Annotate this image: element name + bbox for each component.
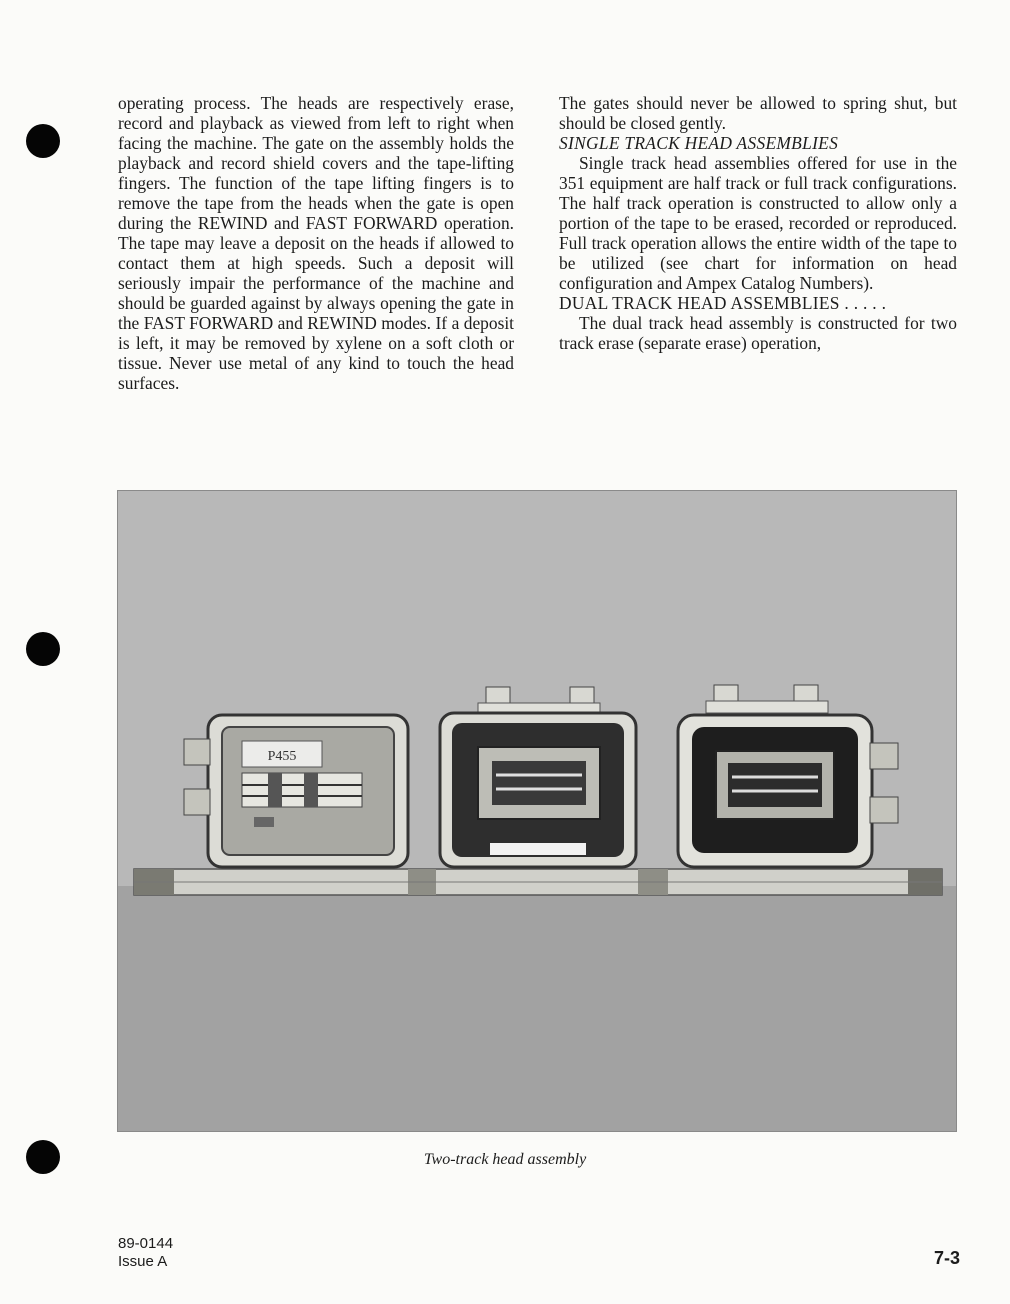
- head-assembly-left: [184, 715, 408, 867]
- dual-track-paragraph: The dual track head assembly is constructed for two track erase (separate erase) operation,: [559, 313, 957, 353]
- left-column: [118, 93, 514, 393]
- head-assembly-photo: [117, 490, 957, 1132]
- binder-hole-middle: [26, 632, 60, 666]
- head-assembly-middle: [440, 687, 636, 867]
- binder-hole-top: [26, 124, 60, 158]
- document-number: 89-0144: [118, 1235, 174, 1252]
- single-track-paragraph: Single track head assemblies offered for use in the 351 equipment are half track or full track configurations. The half track operation is constructed to allow only a portion of the tape to be erased, recorded or reproduced. Full track operation allows the entire width of the tape to be utilized (see chart for information on head configuration and Ampex Catalog Numbers).: [559, 153, 957, 293]
- page-number: 7-3: [933, 1248, 960, 1268]
- gates-paragraph: The gates should never be allowed to spring shut, but should be closed gently.: [559, 93, 957, 133]
- left-paragraph: operating process. The heads are respectively erase, record and playback as viewed from left to right when facing the machine. The gate on the assembly holds the playback and record shield covers and the tape-lifting fingers. The function of the tape lifting fingers is to remove the tape from the heads when the gate is open during the REWIND and FAST FORWARD operation. The tape may leave a deposit on the heads if allowed to contact them at high speeds. Such a deposit will seriously impair the performance of the machine and should be guarded against by always opening the gate in the FAST FORWARD and REWIND modes. If a deposit is left, it may be removed by xylene on a soft cloth or tissue. Never use metal of any kind to touch the head surfaces.: [118, 93, 514, 393]
- photo-caption: Two-track head assembly: [423, 1151, 587, 1168]
- issue-label: Issue A: [118, 1253, 168, 1270]
- head-label-text: P455: [267, 749, 297, 764]
- base-rail: [134, 869, 942, 895]
- right-column: [559, 93, 957, 353]
- single-track-heading: SINGLE TRACK HEAD ASSEMBLIES: [559, 133, 839, 153]
- dual-track-heading: DUAL TRACK HEAD ASSEMBLIES . . . . .: [559, 293, 887, 313]
